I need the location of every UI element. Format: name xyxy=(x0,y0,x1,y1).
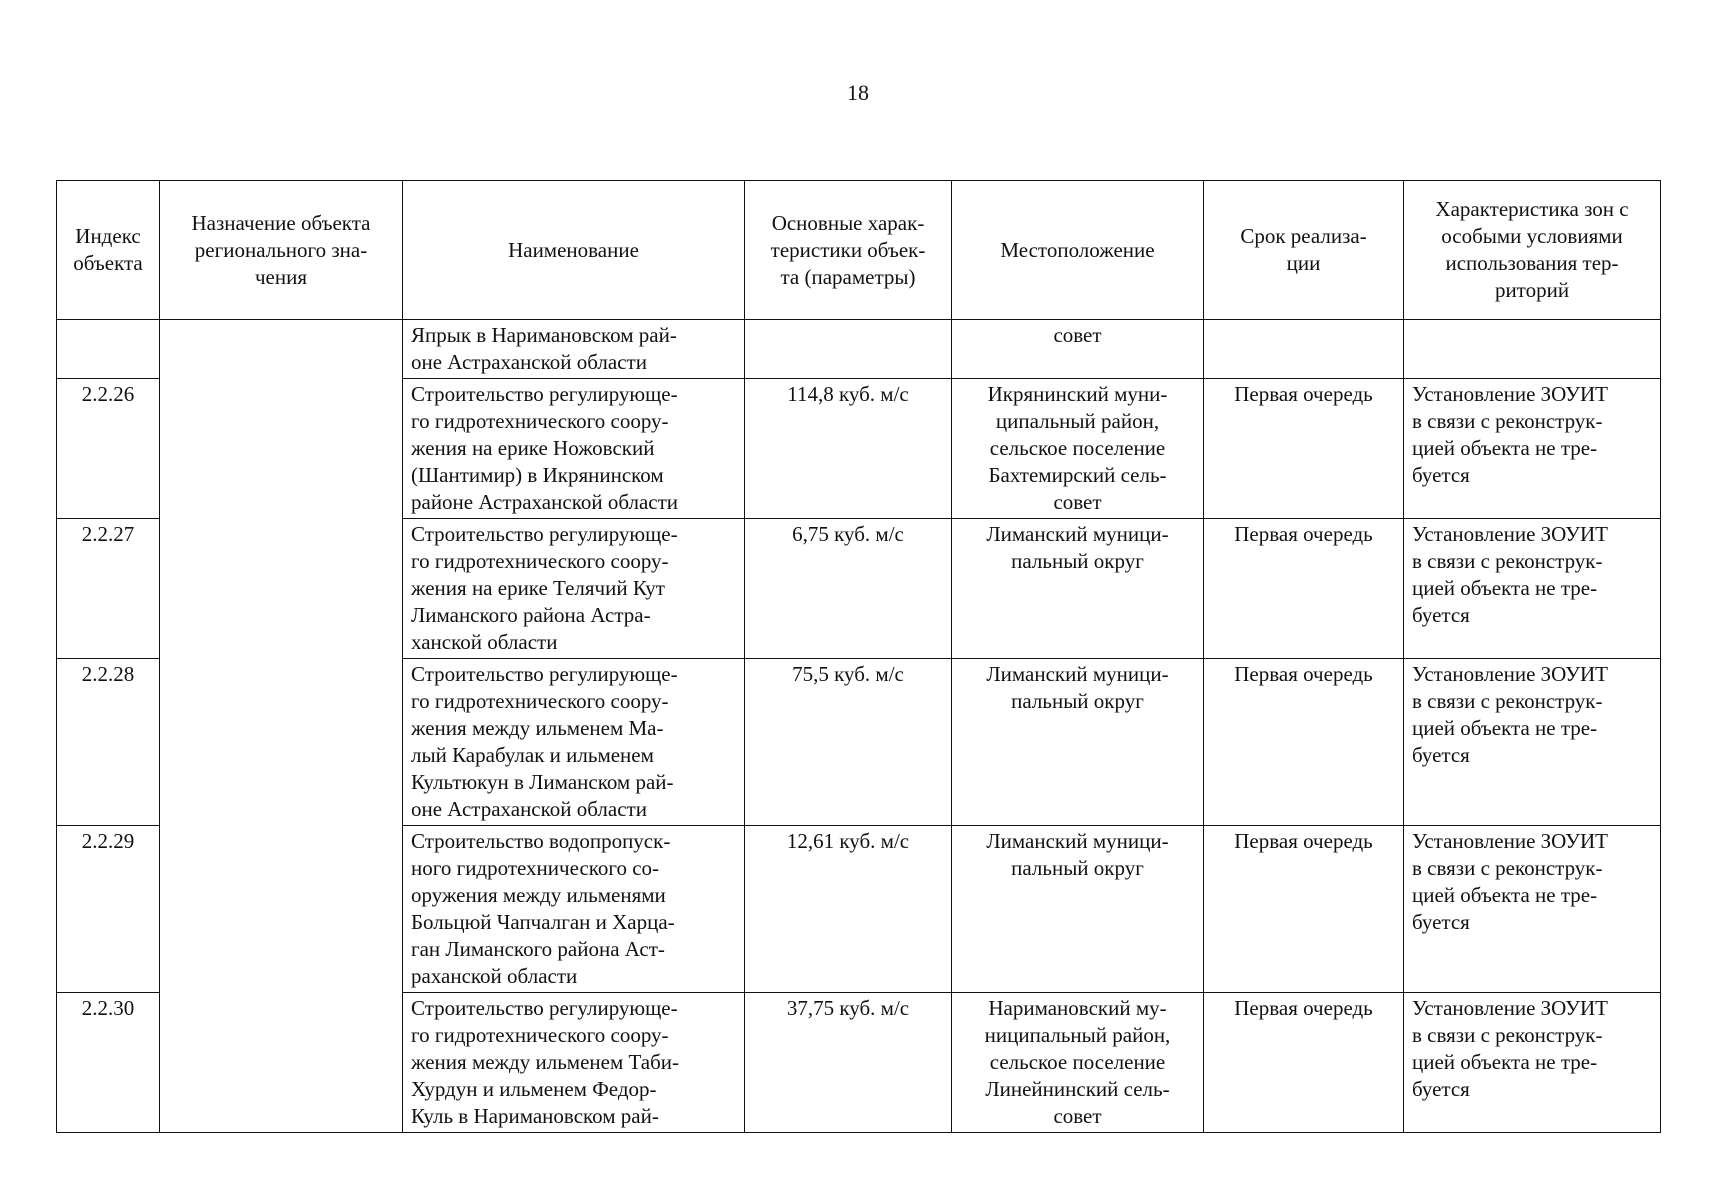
header-name: Наименование xyxy=(403,181,745,320)
table-row-continuation xyxy=(57,320,1661,379)
cell-zones: Установление ЗОУИТ в связи с реконструк- цией объекта не тре- буется xyxy=(1404,659,1661,826)
cell-location: совет xyxy=(952,320,1204,379)
cell-location: Наримановский му- ниципальный район, сельское поселение Линейнинский сель- совет xyxy=(952,993,1204,1133)
cell-name: Строительство регулирующе- го гидротехнического соору- жения между ильменем Таби- Хурдун и ильменем Федор- Куль в Наримановском рай- xyxy=(403,993,745,1133)
cell-params: 75,5 куб. м/с xyxy=(745,659,952,826)
cell-zones xyxy=(1404,320,1661,379)
page-number: 18 xyxy=(847,80,869,105)
cell-term: Первая очередь xyxy=(1204,519,1404,659)
cell-params: 12,61 куб. м/с xyxy=(745,826,952,993)
cell-name: Строительство регулирующе- го гидротехнического соору- жения на ерике Телячий Кут Лиманского района Астра- ханской области xyxy=(403,519,745,659)
header-index: Индекс объекта xyxy=(57,181,160,320)
cell-index: 2.2.28 xyxy=(57,659,160,826)
cell-location: Лиманский муници- пальный округ xyxy=(952,519,1204,659)
cell-params: 37,75 куб. м/с xyxy=(745,993,952,1133)
cell-zones: Установление ЗОУИТ в связи с реконструк- цией объекта не тре- буется xyxy=(1404,519,1661,659)
header-zones: Характеристика зон с особыми условиями использования тер- риторий xyxy=(1404,181,1661,320)
cell-name: Строительство водопропуск- ного гидротехнического со- оружения между ильменями Больцюй Чапчалган и Харца- ган Лиманского района Аст- раханской области xyxy=(403,826,745,993)
cell-name: Япрык в Наримановском рай- оне Астраханской области xyxy=(403,320,745,379)
header-location: Местоположение xyxy=(952,181,1204,320)
cell-zones: Установление ЗОУИТ в связи с реконструк- цией объекта не тре- буется xyxy=(1404,379,1661,519)
cell-index: 2.2.30 xyxy=(57,993,160,1133)
objects-table xyxy=(56,180,1661,1133)
cell-term xyxy=(1204,320,1404,379)
cell-purpose-merged xyxy=(160,320,403,1133)
cell-term: Первая очередь xyxy=(1204,379,1404,519)
cell-zones: Установление ЗОУИТ в связи с реконструк- цией объекта не тре- буется xyxy=(1404,826,1661,993)
cell-zones: Установление ЗОУИТ в связи с реконструк- цией объекта не тре- буется xyxy=(1404,993,1661,1133)
cell-params xyxy=(745,320,952,379)
cell-location: Лиманский муници- пальный округ xyxy=(952,826,1204,993)
cell-term: Первая очередь xyxy=(1204,659,1404,826)
cell-index: 2.2.29 xyxy=(57,826,160,993)
cell-index: 2.2.27 xyxy=(57,519,160,659)
cell-location: Икрянинский муни- ципальный район, сельское поселение Бахтемирский сель- совет xyxy=(952,379,1204,519)
header-purpose: Назначение объекта регионального зна- чения xyxy=(160,181,403,320)
cell-params: 6,75 куб. м/с xyxy=(745,519,952,659)
cell-name: Строительство регулирующе- го гидротехнического соору- жения на ерике Ножовский (Шантимир) в Икрянинском районе Астраханской области xyxy=(403,379,745,519)
cell-term: Первая очередь xyxy=(1204,826,1404,993)
cell-params: 114,8 куб. м/с xyxy=(745,379,952,519)
cell-name: Строительство регулирующе- го гидротехнического соору- жения между ильменем Ма- лый Карабулак и ильменем Культюкун в Лиманском рай- оне Астраханской области xyxy=(403,659,745,826)
cell-term: Первая очередь xyxy=(1204,993,1404,1133)
cell-index: 2.2.26 xyxy=(57,379,160,519)
header-term: Срок реализа- ции xyxy=(1204,181,1404,320)
cell-index xyxy=(57,320,160,379)
header-params: Основные харак- теристики объек- та (параметры) xyxy=(745,181,952,320)
table-header-row xyxy=(57,181,1661,320)
cell-location: Лиманский муници- пальный округ xyxy=(952,659,1204,826)
